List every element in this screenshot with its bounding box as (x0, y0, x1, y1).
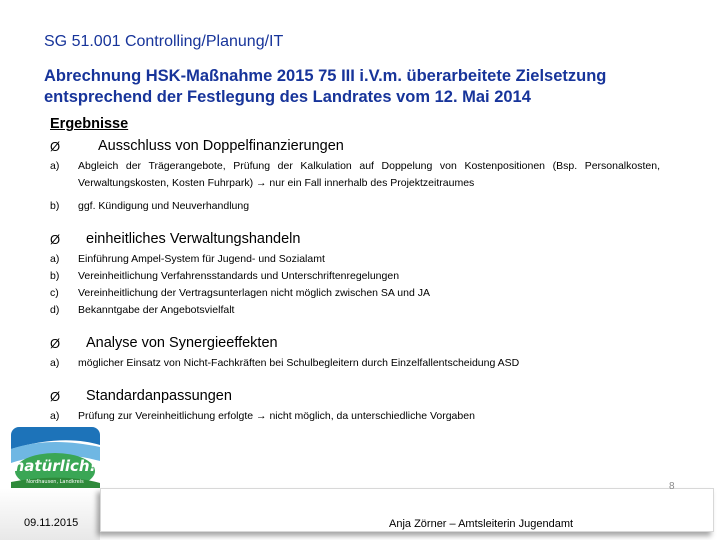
list-item (50, 285, 660, 302)
item-label: c) (50, 287, 59, 299)
list-item (50, 198, 660, 215)
list-item (50, 251, 660, 268)
list-item (50, 355, 660, 372)
logo-subtext: Nordhausen, Landkreis (26, 479, 84, 485)
bullet-item (50, 134, 660, 158)
item-label: a) (50, 410, 60, 422)
slide-header: SG 51.001 Controlling/Planung/IT (44, 33, 284, 50)
item-text: ggf. Kündigung und Neuverhandlung (78, 200, 250, 212)
item-text: möglicher Einsatz von Nicht-Fachkräften bei Schulbegleitern durch Einzelfallentscheidung ASD (78, 357, 520, 369)
footer-left-panel (0, 488, 100, 540)
list-item (50, 268, 660, 285)
item-text: Abgleich der Trägerangebote, Prüfung der Kalkulation auf Doppelung von Kostenpositionen (Bsp. Personalkosten, Verwaltungskosten, Kosten Fuhrpark) → nur ein Fall innerhalb des Projektzeitraumes (78, 160, 660, 189)
bullet-item (50, 331, 660, 355)
item-text: Prüfung zur Vereinheitlichung erfolgte → nicht möglich, da unterschiedliche Vorgaben (78, 410, 475, 422)
bullet-text: einheitliches Verwaltungshandeln (86, 231, 301, 247)
title-line-1: Abrechnung HSK-Maßnahme 2015 75 III i.V.m. überarbeitete Zielsetzung (44, 67, 607, 85)
bullet-text: Standardanpassungen (86, 388, 232, 404)
item-text: Bekanntgabe der Angebotsvielfalt (78, 304, 235, 316)
item-text: Vereinheitlichung Verfahrensstandards und Unterschriftenregelungen (78, 270, 400, 282)
bullet-item (50, 227, 660, 251)
bullet-text: Ausschluss von Doppelfinanzierungen (98, 138, 344, 154)
item-label: d) (50, 304, 60, 316)
item-label: a) (50, 253, 60, 265)
arrow-bullet-icon: Ø (50, 138, 61, 154)
item-label: a) (50, 357, 60, 369)
item-text: Einführung Ampel-System für Jugend- und Sozialamt (78, 253, 325, 265)
arrow-bullet-icon: Ø (50, 231, 61, 247)
bullet-text: Analyse von Synergieeffekten (86, 335, 278, 351)
section-heading: Ergebnisse (50, 116, 129, 132)
arrow-bullet-icon: Ø (50, 335, 61, 351)
arrow-bullet-icon: Ø (50, 388, 61, 404)
item-label: b) (50, 200, 60, 212)
item-label: a) (50, 160, 60, 172)
slide-title (44, 66, 704, 108)
item-text: Vereinheitlichung der Vertragsunterlagen nicht möglich zwischen SA und JA (78, 287, 430, 299)
list-item (50, 158, 660, 192)
list-item (50, 302, 660, 319)
item-label: b) (50, 270, 60, 282)
results-list (50, 134, 660, 425)
footer-date: 09.11.2015 (24, 517, 79, 529)
logo-text: natürlich! (13, 457, 97, 475)
list-item (50, 408, 660, 425)
footer-author: Anja Zörner – Amtsleiterin Jugendamt (389, 518, 574, 530)
bullet-item (50, 384, 660, 408)
page-number: 8 (669, 481, 675, 492)
title-line-2: entsprechend der Festlegung des Landrates vom 12. Mai 2014 (44, 88, 531, 106)
